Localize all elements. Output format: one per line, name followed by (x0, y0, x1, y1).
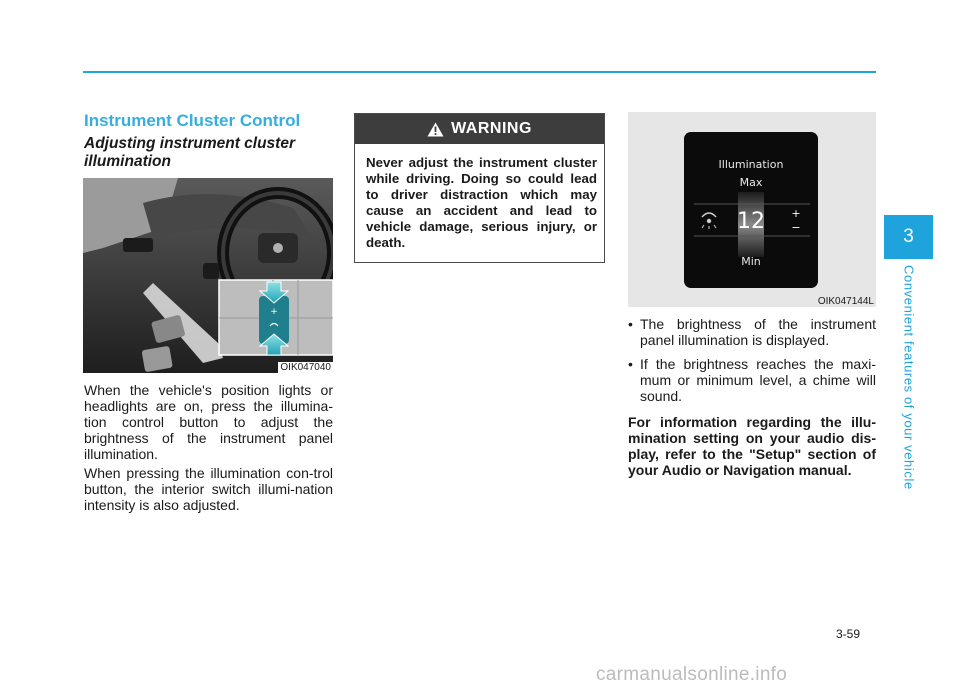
warning-title: WARNING (451, 120, 532, 137)
dashboard-drawing (83, 178, 333, 373)
bullet-icon: • (628, 316, 633, 332)
cluster-display-illustration (628, 112, 876, 307)
warning-text: Never adjust the instrument cluster while driving. Doing so could lead to driver distraction which may cause an accident and lead to vehicle damage, serious injury, or death. (366, 155, 597, 250)
section-title: Instrument Cluster Control (84, 111, 301, 130)
figure-caption: OIK047144L (817, 296, 874, 307)
bullet-icon: • (628, 356, 633, 372)
list-item-text: The brightness of the instrument panel illumination is displayed. (640, 316, 876, 348)
chapter-title: Convenient features of your vehicle (901, 265, 917, 490)
chapter-number: 3 (903, 226, 914, 247)
display-heading: Illumination (718, 158, 784, 171)
paragraph: When the vehicle's position lights or headlights are on, press the illumina-tion control button to adjust the brightness of the instrument panel illumination. (84, 382, 333, 462)
minus-icon: − (791, 221, 801, 234)
display-max-label: Max (739, 176, 763, 189)
svg-text:+: + (270, 307, 278, 317)
chapter-tab (884, 215, 933, 259)
list-item (628, 316, 876, 348)
figure-caption: OIK047040 (280, 362, 331, 373)
chapter-title-vertical (899, 265, 919, 495)
top-rule (83, 71, 876, 73)
plus-icon: + (791, 207, 801, 220)
sub-title: Adjusting instrument cluster illumination (84, 135, 295, 170)
bullet-list (628, 316, 876, 412)
paragraph: When pressing the illumination con-trol button, the interior switch illumi-nation intensity is also adjusted. (84, 465, 333, 513)
info-note: For information regarding the illu-mination setting on your audio dis-play, refer to the "Setup" section of your Audio or Navigation manual. (628, 414, 876, 478)
list-item-text: If the brightness reaches the maxi-mum or minimum level, a chime will sound. (640, 356, 876, 404)
warning-triangle-icon (427, 122, 444, 137)
cluster-display-drawing (628, 112, 876, 307)
watermark: carmanualsonline.info (596, 664, 788, 685)
warning-box (354, 113, 605, 263)
page-number: 3-59 (836, 627, 861, 641)
dashboard-illustration (83, 178, 333, 373)
display-min-label: Min (741, 255, 761, 268)
list-item (628, 356, 876, 404)
warning-header (355, 114, 604, 144)
display-value: 12 (737, 209, 765, 234)
